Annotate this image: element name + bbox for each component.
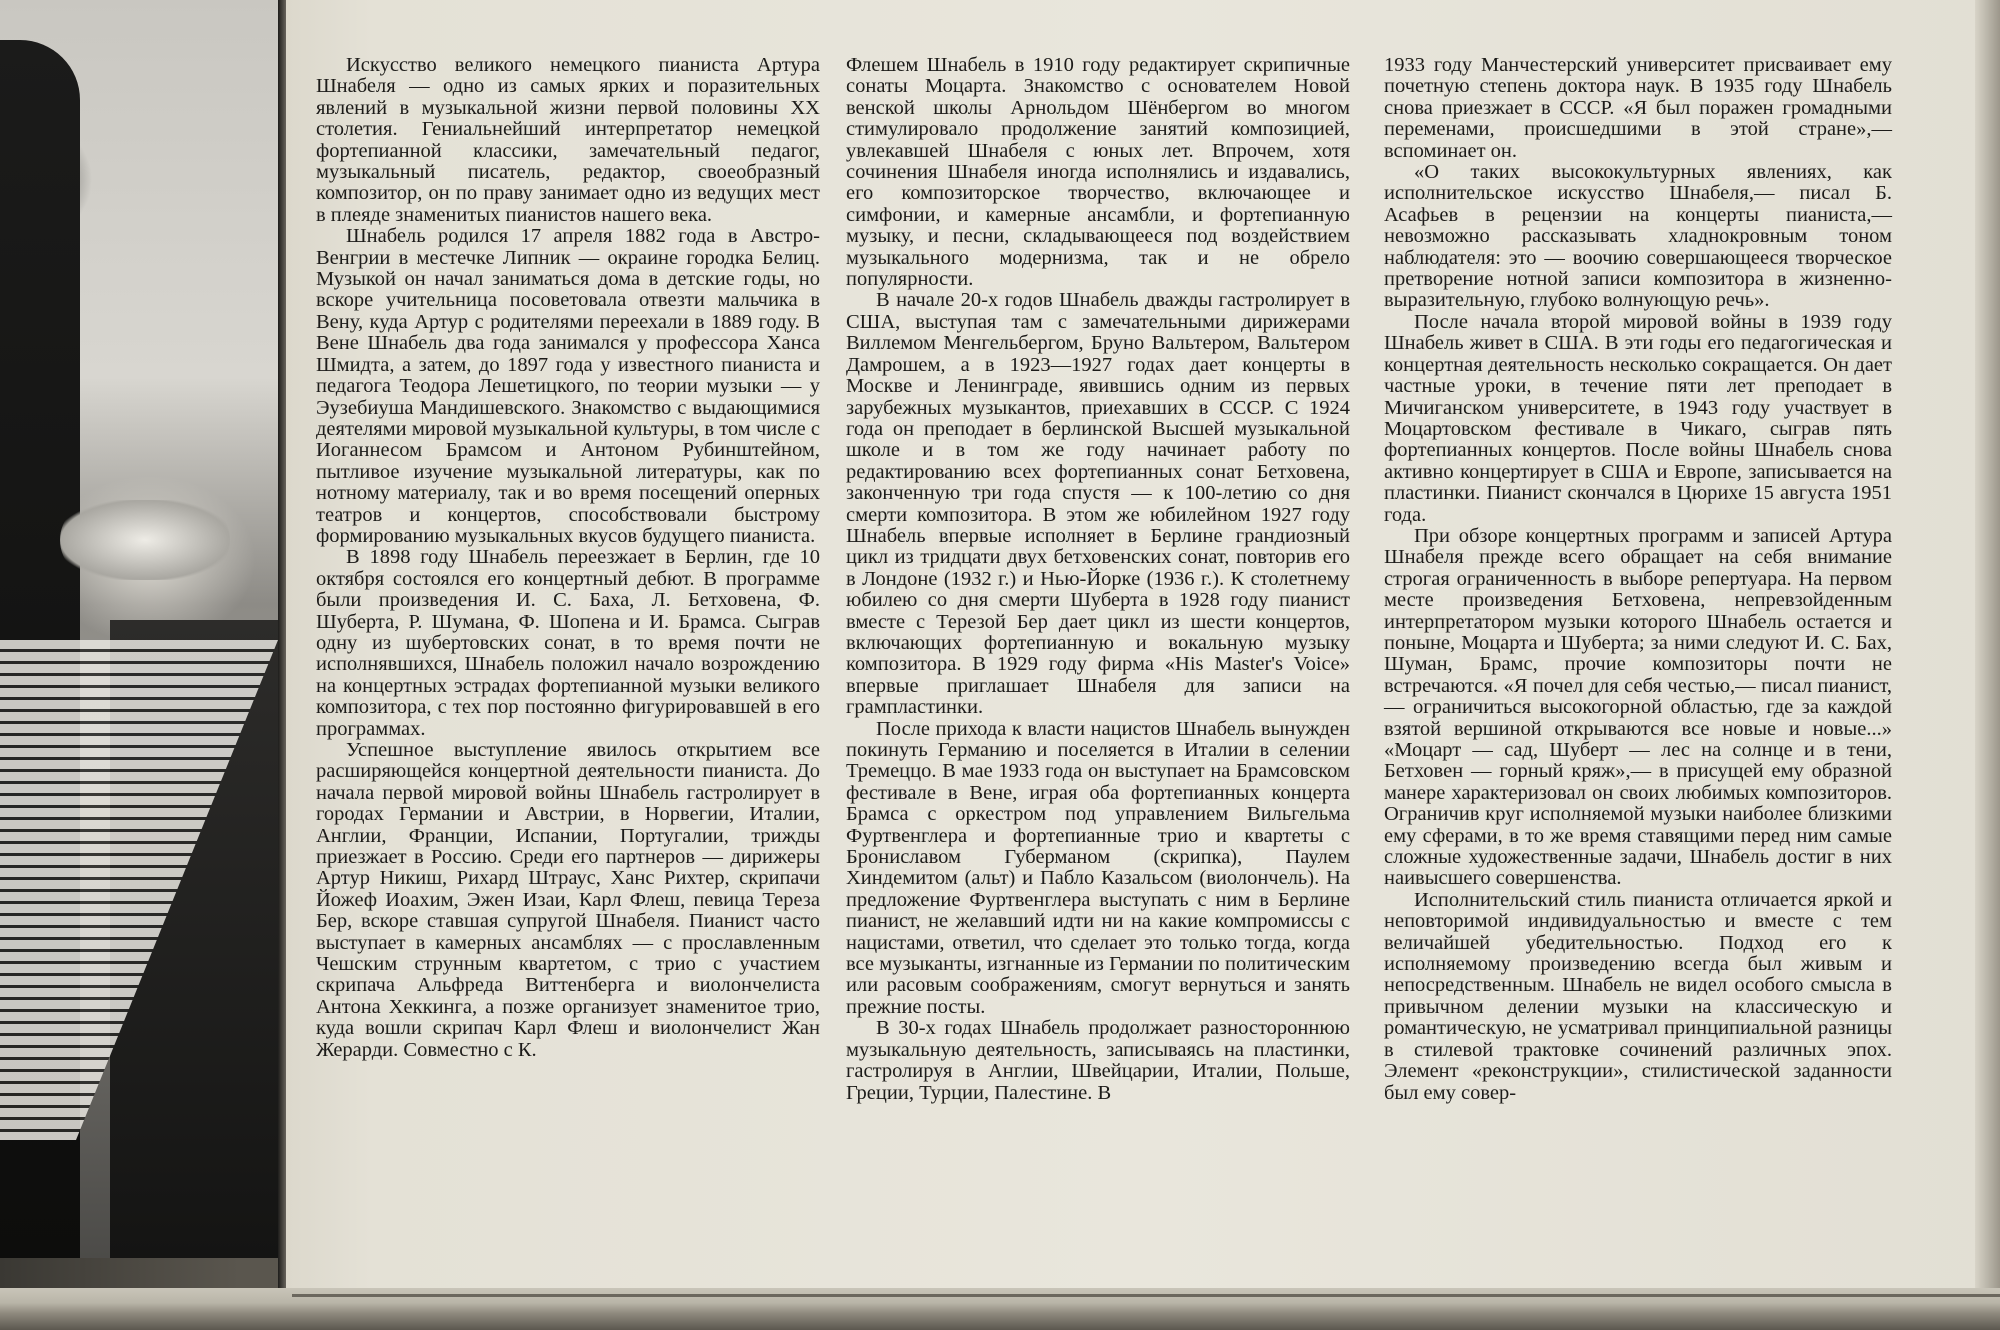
text-column-3	[1384, 55, 1892, 1104]
photo-hand-shape	[60, 500, 230, 580]
paragraph-continued: 1933 году Манчестерский университет присваивает ему почетную степень доктора наук. В 1935 году Шнабель снова приезжает в СССР. «Я был поражен громадными переменами, происшедшими в этой стране»,— вспоминает он.	[1384, 54, 1892, 162]
paragraph: Успешное выступление явилось открытием все расширяющейся концертной деятельности пианиста. До начала первой мировой войны Шнабель гастролирует в городах Германии и Австрии, в Норвегии, Италии, Англии, Франции, Испании, Португалии, трижды приезжает в Россию. Среди его партнеров — дирижеры Артур Никиш, Рихард Штраус, Ханс Рихтер, скрипачи Йожеф Иоахим, Эжен Изаи, Карл Флеш, певица Тереза Бер, вскоре ставшая супругой Шнабеля. Пианист часто выступает в камерных ансамблях — с прославленным Чешским струнным квартетом, с трио с участием скрипача Альфреда Виттенберга и виолончелиста Антона Хеккинга, а позже организует знаменитое трио, куда вошли скрипач Карл Флеш и виолончелист Жан Жерарди. Совместно с К.	[316, 739, 820, 1061]
page-bottom-edge	[0, 1288, 2000, 1330]
paragraph: Искусство великого немецкого пианиста Артура Шнабеля — одно из самых ярких и поразительных явлений в музыкальной жизни первой половины XX столетия. Гениальнейший интерпретатор немецкой фортепианной классики, замечательный педагог, музыкальный писатель, редактор, своеобразный композитор, он по праву занимает одно из ведущих мест в плеяде знаменитых пианистов нашего века.	[316, 54, 820, 226]
paragraph: В 30-х годах Шнабель продолжает разностороннюю музыкальную деятельность, записываясь на пластинки, гастролируя в Англии, Швейцарии, Италии, Польше, Греции, Турции, Палестине. В	[846, 1017, 1350, 1104]
paragraph: При обзоре концертных программ и записей Артура Шнабеля прежде всего обращает на себя внимание строгая ограниченность в выборе репертуара. На первом месте произведения Бетховена, непревзойденным интерпретатором музыки которого Шнабель остается и поныне, Моцарта и Шуберта; за ними следуют И. С. Бах, Шуман, Брамс, прочие композиторы почти не встречаются. «Я почел для себя честью,— писал пианист,— ограничиться высокогорной областью, где за каждой взятой вершиной открываются все новые и новые...» «Моцарт — сад, Шуберт — лес на солнце и в тени, Бетховен — горный кряж»,— в присущей ему образной манере характеризовал он своих любимых композиторов. Ограничив круг исполняемой музыки наиболее близкими ему сферами, в то же время ставящими перед ним самые сложные художественные задачи, Шнабель достиг в них наивысшего совершенства.	[1384, 524, 1892, 890]
paragraph: «О таких высококультурных явлениях, как исполнительское искусство Шнабеля,— писал Б. Асафьев в рецензии на концерты пианиста,— невозможно рассказывать хладнокровным тоном наблюдателя: это — воочию совершающееся творческое претворение нотной записи композитора в жизненно-выразительную, глубоко волнующую речь».	[1384, 161, 1892, 312]
paragraph-continued: Флешем Шнабель в 1910 году редактирует скрипичные сонаты Моцарта. Знакомство с основателем Новой венской школы Арнольдом Шёнбергом во многом стимулировало продолжение занятий композицией, увлекавшей Шнабеля с юных лет. Впрочем, хотя сочинения Шнабеля иногда исполнялись и издавались, его композиторское творчество, включающее и симфонии, и камерные ансамбли, и фортепианную музыку, и песни, складывающееся под воздействием музыкального модернизма, так и не обрело популярности.	[846, 54, 1350, 291]
text-column-2	[846, 55, 1350, 1104]
paragraph: Шнабель родился 17 апреля 1882 года в Австро-Венгрии в местечке Липник — окраине городка Белиц. Музыкой он начал заниматься дома в детские годы, но вскоре учительница посоветовала отвезти мальчика в Вену, куда Артур с родителями переехали в 1889 году. В Вене Шнабель два года занимался у профессора Ханса Шмидта, а затем, до 1897 года у известного пианиста и педагога Теодора Лешетицкого, по теории музыки — у Эузебиуша Мандишевского. Знакомство с выдающимися деятелями мировой музыкальной культуры, в том числе с Иоганнесом Брамсом и Антоном Рубинштейном, пытливое изучение музыкальной литературы, как по нотному материалу, так и во время посещений оперных театров и концертов, способствовали быстрому формированию музыкальных вкусов будущего пианиста.	[316, 225, 820, 547]
paragraph: После начала второй мировой войны в 1939 году Шнабель живет в США. В эти годы его педагогическая и концертная деятельность несколько сокращается. Он дает частные уроки, в течение пяти лет преподает в Мичиганском университете, в 1943 году участвует в Моцартовском фестивале в Чикаго, сыграв пять фортепианных концертов. После войны Шнабель снова активно концертирует в США и Европе, записывается на пластинки. Пианист скончался в Цюрихе 15 августа 1951 года.	[1384, 310, 1892, 526]
paragraph: В начале 20-х годов Шнабель дважды гастролирует в США, выступая там с замечательными дирижерами Виллемом Менгельбергом, Бруно Вальтером, Вальтером Дамрошем, а в 1923—1927 годах дает концерты в Москве и Ленинграде, явившись одним из первых зарубежных музыкантов, приехавших в СССР. С 1924 года он преподает в берлинской Высшей музыкальной школе и в том же году начинает работу по редактированию всех фортепианных сонат Бетховена, законченную три года спустя — к 100-летию со дня смерти композитора. В этом же юбилейном 1927 году Шнабель впервые исполняет в Берлине грандиозный цикл из тридцати двух бетховенских сонат, повторив его в Лондоне (1932 г.) и Нью-Йорке (1936 г.). К столетнему юбилею со дня смерти Шуберта в 1928 году пианист вместе с Терезой Бер дает цикл из шести концертов, включающих фортепианную и вокальную музыку композитора. В 1929 году фирма «His Master's Voice» впервые приглашает Шнабеля для записи на грампластинки.	[846, 289, 1350, 719]
pianist-photo	[0, 0, 280, 1258]
text-column-1	[316, 55, 820, 1061]
page-right-edge	[1975, 0, 2000, 1300]
paragraph: В 1898 году Шнабель переезжает в Берлин, где 10 октября состоялся его концертный дебют. В программе были произведения И. С. Баха, Л. Бетховена, Ф. Шуберта, Р. Шумана, Ф. Шопена и И. Брамса. Сыграв одну из шубертовских сонат, в то время почти не исполнявшихся, Шнабель положил начало возрождению на концертных эстрадах фортепианной музыки великого композитора, с тех пор постоянно фигурировавшей в его программах.	[316, 546, 820, 740]
paragraph: Исполнительский стиль пианиста отличается яркой и неповторимой индивидуальностью и вместе с тем величайшей убедительностью. Подход его к исполняемому произведению всегда был живым и непосредственным. Шнабель не видел особого смысла в привычном делении музыки на классическую и романтическую, не усматривал принципиальной разницы в стилевой трактовке сочинений различных эпох. Элемент «реконструкции», стилистической заданности был ему совер-	[1384, 888, 1892, 1104]
paragraph: После прихода к власти нацистов Шнабель вынужден покинуть Германию и поселяется в Италии в селении Тремеццо. В мае 1933 года он выступает на Брамсовском фестивале в Вене, играя оба фортепианных концерта Брамса с оркестром под управлением Вильгельма Фуртвенглера и фортепианные трио и квартеты с Брониславом Губерманом (скрипка), Паулем Хиндемитом (альт) и Пабло Казальсом (виолончель). На предложение Фуртвенглера выступать с ним в Берлине пианист, не желавший идти ни на какие компромиссы с нацистами, ответил, что сделает это только тогда, когда все музыканты, изгнанные из Германии по политическим или расовым соображениям, смогут вернуться и занять прежние посты.	[846, 717, 1350, 1018]
